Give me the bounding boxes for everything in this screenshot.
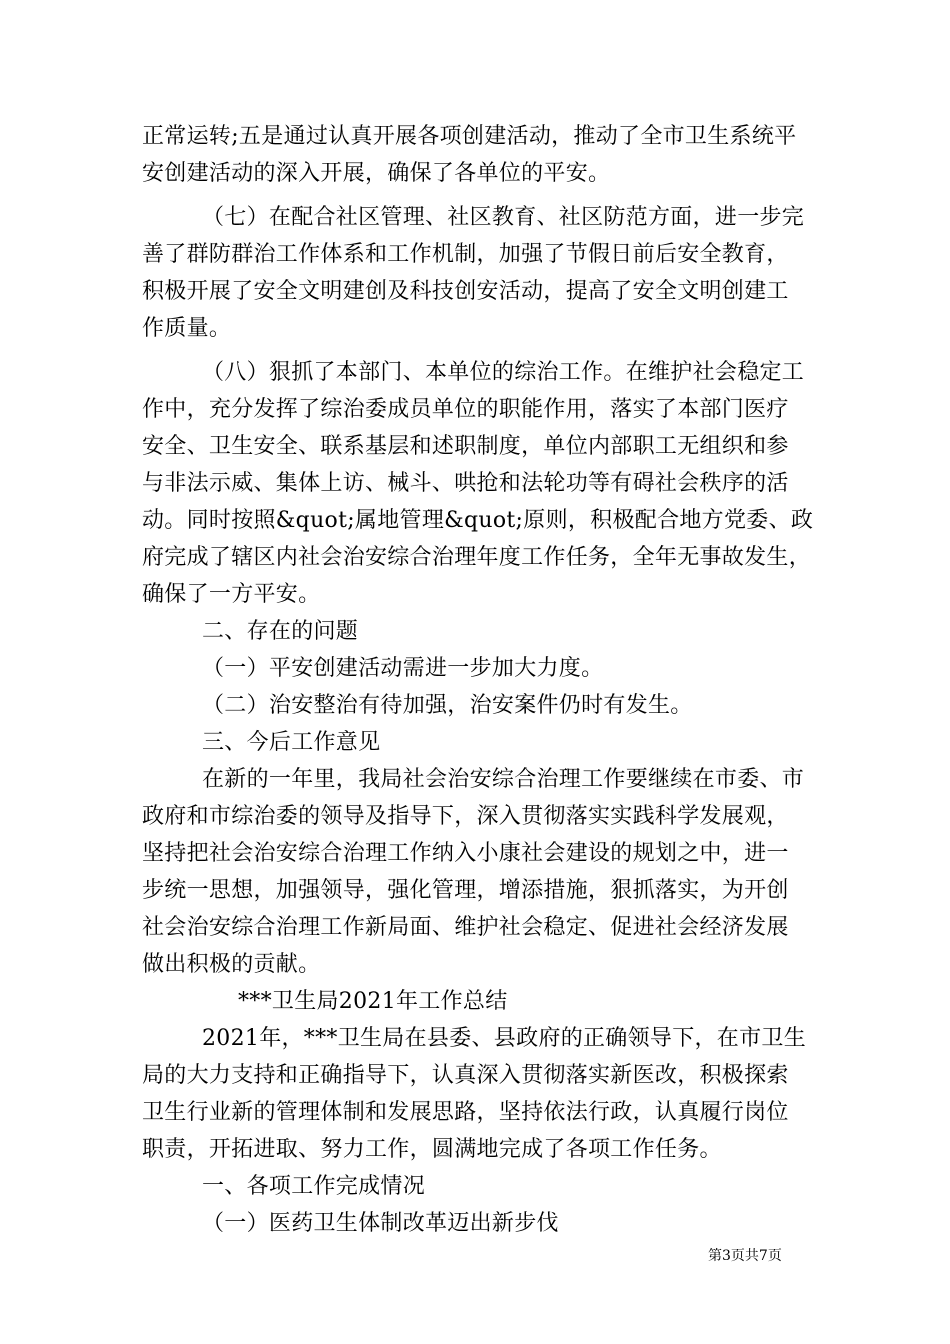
section-heading-future-work: 三、今后工作意见	[202, 730, 381, 755]
section-heading-problems: 二、存在的问题	[202, 619, 359, 644]
body-line: 政府和市综治委的领导及指导下，深入贯彻落实实践科学发展观，	[142, 804, 789, 829]
body-line: 安创建活动的深入开展，确保了各单位的平安。	[142, 161, 611, 186]
page-number-footer: 第3页共7页	[708, 1248, 782, 1264]
body-line: 作质量。	[142, 316, 232, 341]
body-line: 职责，开拓进取、努力工作，圆满地完成了各项工作任务。	[142, 1137, 722, 1162]
paragraph-7-start: （七）在配合社区管理、社区教育、社区防范方面，进一步完	[202, 205, 805, 230]
document-body	[142, 118, 814, 1242]
report-title: ***卫生局2021年工作总结	[238, 989, 508, 1014]
section-heading-completion: 一、各项工作完成情况	[202, 1174, 426, 1199]
body-line: 与非法示威、集体上访、械斗、哄抢和法轮功等有碍社会秩序的活	[142, 471, 789, 496]
body-line: 卫生行业新的管理体制和发展思路，坚持依法行政，认真履行岗位	[142, 1100, 789, 1125]
problem-item-2: （二）治安整治有待加强，治安案件仍时有发生。	[202, 693, 693, 718]
body-line: 府完成了辖区内社会治安综合治理年度工作任务，全年无事故发生，	[142, 545, 812, 570]
problem-item-1: （一）平安创建活动需进一步加大力度。	[202, 656, 604, 681]
paragraph-8-start: （八）狠抓了本部门、本单位的综治工作。在维护社会稳定工	[202, 360, 805, 385]
body-line: 确保了一方平安。	[142, 582, 321, 607]
body-line: 作中，充分发挥了综治委成员单位的职能作用，落实了本部门医疗	[142, 397, 789, 422]
subsection-heading-reform: （一）医药卫生体制改革迈出新步伐	[202, 1211, 559, 1236]
body-line: 善了群防群治工作体系和工作机制，加强了节假日前后安全教育，	[142, 242, 789, 267]
body-line: 积极开展了安全文明建创及科技创安活动，提高了安全文明创建工	[142, 279, 789, 304]
body-line: 安全、卫生安全、联系基层和述职制度，单位内部职工无组织和参	[142, 434, 789, 459]
body-line: 坚持把社会治安综合治理工作纳入小康社会建设的规划之中，进一	[142, 841, 789, 866]
body-line: 正常运转;五是通过认真开展各项创建活动，推动了全市卫生系统平	[142, 124, 797, 149]
body-line: 社会治安综合治理工作新局面、维护社会稳定、促进社会经济发展	[142, 915, 789, 940]
paragraph-new-year-start: 在新的一年里，我局社会治安综合治理工作要继续在市委、市	[202, 767, 805, 792]
report-intro-start: 2021年，***卫生局在县委、县政府的正确领导下，在市卫生	[202, 1026, 806, 1051]
body-line: 步统一思想，加强领导，强化管理，增添措施，狠抓落实，为开创	[142, 878, 789, 903]
body-line: 做出积极的贡献。	[142, 952, 321, 977]
body-line: 动。同时按照&quot;属地管理&quot;原则，积极配合地方党委、政	[142, 508, 814, 533]
body-line: 局的大力支持和正确指导下，认真深入贯彻落实新医改，积极探索	[142, 1063, 789, 1088]
